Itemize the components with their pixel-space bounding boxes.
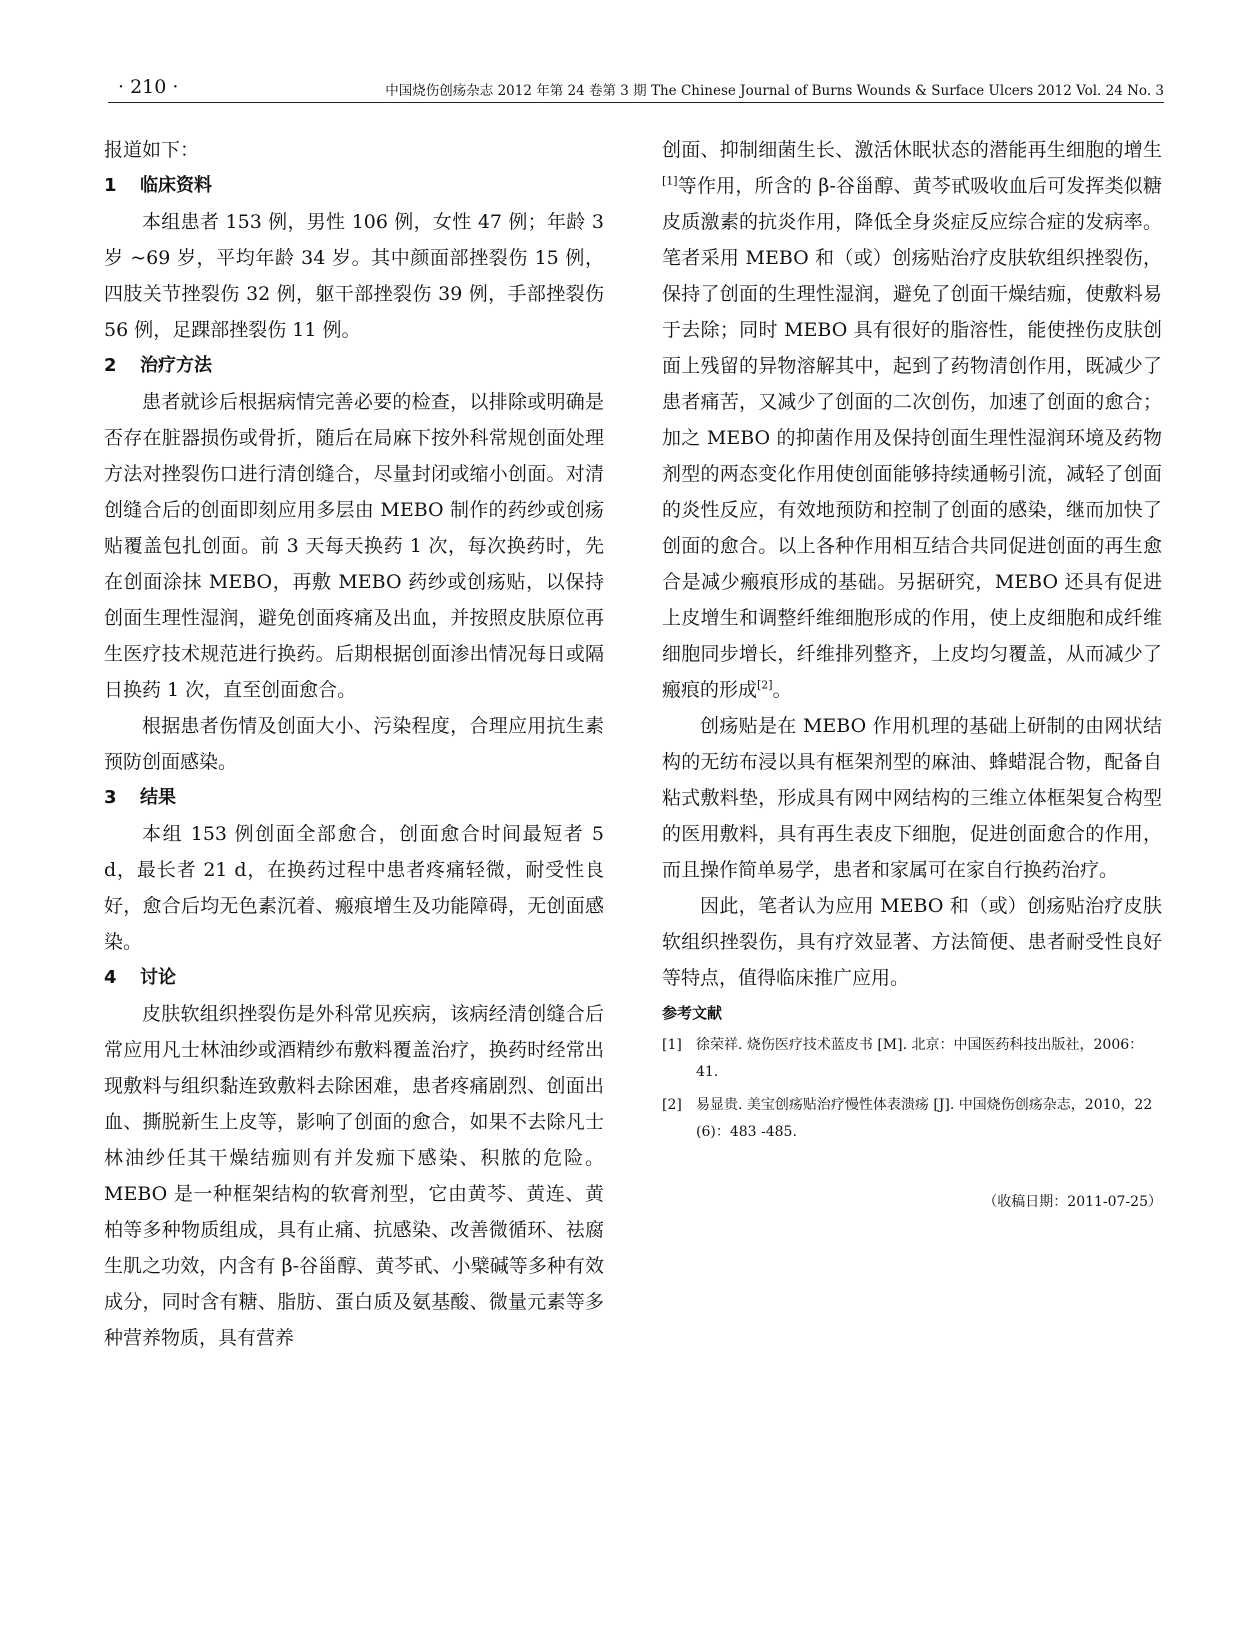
reference-number: [2] — [662, 1097, 682, 1113]
received-date: （收稿日期：2011-07-25） — [983, 1194, 1162, 1210]
paragraph: 因此，笔者认为应用 MEBO 和（或）创疡贴治疗皮肤软组织挫裂伤，具有疗效显著、方法简便、患者耐受性良好等特点，值得临床推广应用。 — [662, 895, 1162, 989]
references-title: 参考文献 — [662, 1004, 723, 1022]
section-heading-2 — [104, 348, 604, 384]
section-title: 临床资料 — [140, 175, 212, 196]
reference-text: 徐荣祥. 烧伤医疗技术蓝皮书 [M]. 北京：中国医药科技出版社，2006：41. — [696, 1037, 1144, 1080]
reference-list — [662, 1032, 1162, 1146]
left-column — [104, 132, 604, 1356]
section-heading-1 — [104, 168, 604, 204]
section-number: 4 — [104, 967, 117, 988]
text-run: 创面、抑制细菌生长、激活休眠状态的潜能再生细胞的增生 — [662, 139, 1162, 161]
citation: [2] — [757, 678, 773, 692]
right-column — [662, 132, 1162, 1220]
citation: [1] — [662, 174, 678, 188]
reference-item — [662, 1032, 1162, 1086]
page-header — [108, 76, 1164, 103]
running-head: 中国烧伤创疡杂志 2012 年第 24 卷第 3 期 The Chinese Journal of Burns Wounds & Surface Ulcers 2012 Vol. 24 No. 3 — [385, 83, 1164, 99]
page-number: · 210 · — [118, 76, 179, 98]
section-number: 3 — [104, 787, 117, 808]
section-heading-4 — [104, 960, 604, 996]
reference-number: [1] — [662, 1037, 682, 1053]
paragraph: 本组 153 例创面全部愈合，创面愈合时间最短者 5 d，最长者 21 d，在换药过程中患者疼痛轻微，耐受性良好，愈合后均无色素沉着、瘢痕增生及功能障碍，无创面感染。 — [104, 823, 604, 953]
paragraph — [662, 132, 1162, 708]
reference-text: 易显贵. 美宝创疡贴治疗慢性体表溃疡 [J]. 中国烧伤创疡杂志，2010，22 (6)：483 -485. — [696, 1097, 1153, 1140]
paragraph: 本组患者 153 例，男性 106 例，女性 47 例；年龄 3 岁 ~69 岁，平均年龄 34 岁。其中颜面部挫裂伤 15 例，四肢关节挫裂伤 32 例，躯干部挫裂伤 39 例，手部挫裂伤 56 例，足踝部挫裂伤 11 例。 — [104, 211, 604, 341]
paragraph: 创疡贴是在 MEBO 作用机理的基础上研制的由网状结构的无纺布浸以具有框架剂型的麻油、蜂蜡混合物，配备自粘式敷料垫，形成具有网中网结构的三维立体框架复合构型的医用敷料，具有再生表皮下细胞，促进创面愈合的作用，而且操作简单易学，患者和家属可在家自行换药治疗。 — [662, 715, 1162, 881]
intro-text: 报道如下： — [104, 139, 200, 161]
section-title: 治疗方法 — [140, 355, 212, 376]
paragraph: 根据患者伤情及创面大小、污染程度，合理应用抗生素预防创面感染。 — [104, 715, 604, 773]
text-run: 。 — [772, 679, 792, 701]
section-number: 2 — [104, 355, 117, 376]
reference-item — [662, 1092, 1162, 1146]
section-title: 讨论 — [140, 967, 176, 988]
section-heading-3 — [104, 780, 604, 816]
text-run: 等作用，所含的 β-谷甾醇、黄芩甙吸收血后可发挥类似糖皮质激素的抗炎作用，降低全身炎症反应综合症的发病率。笔者采用 MEBO 和（或）创疡贴治疗皮肤软组织挫裂伤，保持了创面的生理性湿润，避免了创面干燥结痂，使敷料易于去除；同时 MEBO 具有很好的脂溶性，能使挫伤皮肤创面上残留的异物溶解其中，起到了药物清创作用，既减少了患者痛苦，又减少了创面的二次创伤，加速了创面的愈合；加之 MEBO 的抑菌作用及保持创面生理性湿润环境及药物剂型的两态变化作用使创面能够持续通畅引流，减轻了创面的炎性反应，有效地预防和控制了创面的感染，继而加快了创面的愈合。以上各种作用相互结合共同促进创面的再生愈合是减少瘢痕形成的基础。另据研究，MEBO 还具有促进上皮增生和调整纤维细胞形成的作用，使上皮细胞和成纤维细胞同步增长，纤维排列整齐，上皮均匀覆盖，从而减少了瘢痕的形成 — [662, 175, 1162, 701]
section-number: 1 — [104, 175, 117, 196]
paragraph: 患者就诊后根据病情完善必要的检查，以排除或明确是否存在脏器损伤或骨折，随后在局麻下按外科常规创面处理方法对挫裂伤口进行清创缝合，尽量封闭或缩小创面。对清创缝合后的创面即刻应用多层由 MEBO 制作的药纱或创疡贴覆盖包扎创面。前 3 天每天换药 1 次，每次换药时，先在创面涂抹 MEBO，再敷 MEBO 药纱或创疡贴，以保持创面生理性湿润，避免创面疼痛及出血，并按照皮肤原位再生医疗技术规范进行换药。后期根据创面渗出情况每日或隔日换药 1 次，直至创面愈合。 — [104, 391, 604, 701]
paragraph: 皮肤软组织挫裂伤是外科常见疾病，该病经清创缝合后常应用凡士林油纱或酒精纱布敷料覆盖治疗，换药时经常出现敷料与组织黏连致敷料去除困难，患者疼痛剧烈、创面出血、撕脱新生上皮等，影响了创面的愈合，如果不去除凡士林油纱任其干燥结痂则有并发痂下感染、积脓的危险。MEBO 是一种框架结构的软膏剂型，它由黄芩、黄连、黄柏等多种物质组成，具有止痛、抗感染、改善微循环、祛腐生肌之功效，内含有 β-谷甾醇、黄芩甙、小檗碱等多种有效成分，同时含有糖、脂肪、蛋白质及氨基酸、微量元素等多种营养物质，具有营养 — [104, 1003, 604, 1349]
section-title: 结果 — [140, 787, 176, 808]
